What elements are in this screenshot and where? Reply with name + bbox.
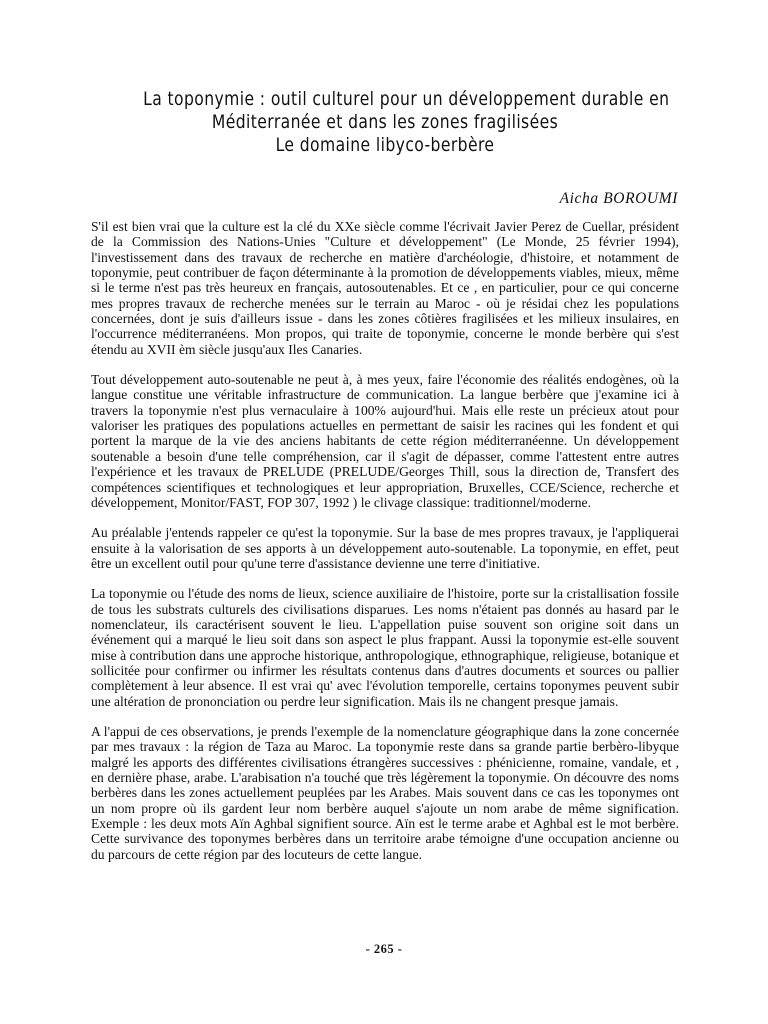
paragraph-2: Tout développement auto-soutenable ne peut à, à mes yeux, faire l'économie des réalités endogènes, où la langue constitue une véritable infrastructure de communication. La langue berbère que j'examine ici à travers la toponymie n'est plus vernaculaire à 100% aujourd'hui. Mais elle reste un précieux atout pour valoriser les pratiques des populations actuelles en permettant de saisir les racines qui les fondent et qui portent la marque de la vie des anciens habitants de cette région méditerranéenne. Un développement soutenable a besoin d'une telle compréhension, car il s'agit de dépasser, comme l'attestent entre autres l'expérience et les travaux de PRELUDE (PRELUDE/Georges Thill, sous la direction de, Transfert des compétences scientifiques et technologiques et leur appropriation, Bruxelles, CCE/Science, recherche et développement, Monitor/FAST, FOP 307, 1992 ) le clivage classique: traditionnel/moderne. [91, 372, 679, 510]
paragraph-4: La toponymie ou l'étude des noms de lieux, science auxiliaire de l'histoire, porte sur la cristallisation fossile de tous les substrats culturels des civilisations disparues. Les noms n'étaient pas donnés au hasard par le nomenclateur, ils caractérisent souvent le lieu. L'appellation puise souvent son origine soit dans un événement qui a marqué le lieu soit dans son aspect le plus frappant. Aussi la toponymie est-elle souvent mise à contribution dans une approche historique, anthropologique, ethnographique, religieuse, botanique et sollicitée pour confirmer ou infirmer les résultats contenus dans d'autres documents et sources ou pallier complètement à leur absence. Il est vrai qu' avec l'évolution temporelle, certains toponymes peuvent subir une altération de prononciation ou perdre leur signification. Mais ils ne changent presque jamais. [91, 586, 679, 709]
article-body [91, 219, 679, 877]
title-line-1: La toponymie : outil culturel pour un développement durable en [143, 88, 670, 110]
article-title [143, 88, 670, 157]
author-name: Aicha BOROUMI [559, 190, 678, 207]
title-line-2: Méditerranée et dans les zones fragilisées [211, 111, 559, 133]
paragraph-5: A l'appui de ces observations, je prends l'exemple de la nomenclature géographique dans la zone concernée par mes travaux : la région de Taza au Maroc. La toponymie reste dans sa grande partie berbèro-libyque malgré les apports des différentes civilisations étrangères successives : phénicienne, romaine, vandale, et , en dernière phase, arabe. L'arabisation n'a touché que très légèrement la toponymie. On découvre des noms berbères dans les zones actuellement peuplées par les Arabes. Mais souvent dans ce cas les toponymes ont un nom propre où ils gardent leur nom berbère auquel s'ajoute un nom arabe de même signification. Exemple : les deux mots Aïn Aghbal signifient source. Aïn est le terme arabe et Aghbal est le mot berbère. Cette survivance des toponymes berbères dans un territoire arabe témoigne d'une occupation ancienne ou du parcours de cette région par des locuteurs de cette langue. [91, 723, 679, 862]
paragraph-1: S'il est bien vrai que la culture est la clé du XXe siècle comme l'écrivait Javier Perez de Cuellar, président de la Commission des Nations-Unies "Culture et développement" (Le Monde, 25 février 1994), l'investissement dans des travaux de recherche en matière d'archéologie, d'histoire, et notamment de toponymie, peut contribuer de façon déterminante à la promotion de développements viables, mieux, même si le terme n'est pas très heureux en français, autosoutenables. Et ce , en particulier, pour ce qui concerne mes propres travaux de recherche menées sur le terrain au Maroc - où je résidai chez les populations concernées, dont je suis d'ailleurs issue - dans les zones côtières fragilisées et les milieux insulaires, en l'occurrence méditerranéens. Mon propos, qui traite de toponymie, concerne le monde berbère qui s'est étendu au XVII èm siècle jusqu'aux Iles Canaries. [91, 219, 679, 357]
title-line-3: Le domaine libyco-berbère [275, 134, 495, 156]
paragraph-3: Au préalable j'entends rappeler ce qu'est la toponymie. Sur la base de mes propres travaux, je l'appliquerai ensuite à la valorisation de ses apports à un développement auto-soutenable. La toponymie, en effet, peut être un excellent outil pour qu'une terre d'assistance devienne une terre d'initiative. [91, 525, 679, 571]
page-number: - 265 - [365, 942, 403, 956]
